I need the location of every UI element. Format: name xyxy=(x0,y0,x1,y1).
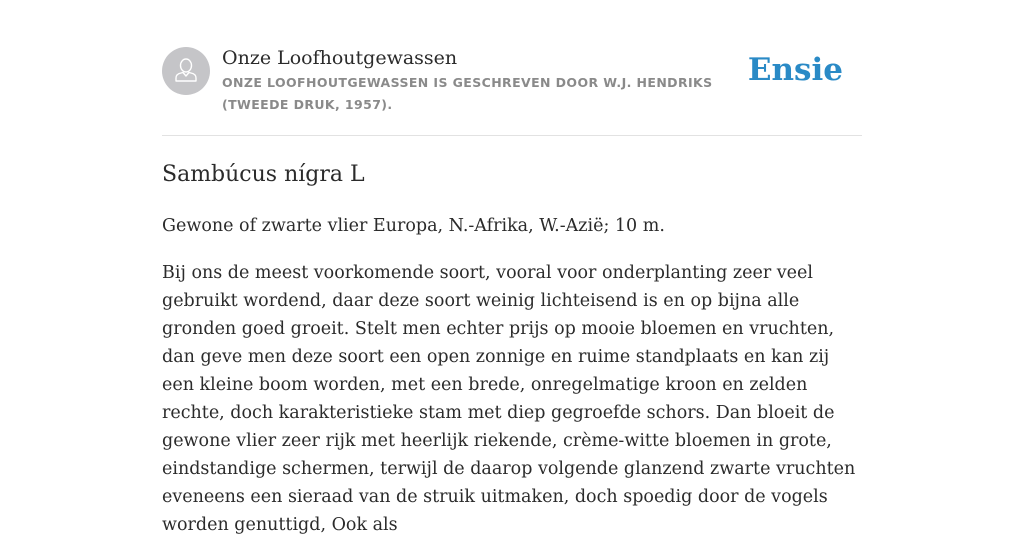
entry-paragraph: Bij ons de meest voorkomende soort, vooral voor onderplanting zeer veel gebruikt wordend, daar deze soort weinig lichteisend is en op bijna alle gronden goed groeit. Stelt men echter prijs op mooie bloemen en vruchten, dan geve men deze soort een open zonnige en ruime standplaats en kan zij een kleine boom worden, met een brede, onregelmatige kroon en zelden rechte, doch karakteristieke stam met diep gegroefde schors. Dan bloeit de gewone vlier zeer rijk met heerlijk riekende, crème-witte bloemen in grote, eindstandige schermen, terwijl de daarop volgende glanzend zwarte vruchten eveneens een sieraad van de struik uitmaken, doch spoedig door de vogels worden genuttigd, Ook als xyxy=(162,263,856,535)
entry-content xyxy=(162,158,862,539)
user-placeholder-icon xyxy=(162,47,210,95)
ensie-logo-link[interactable]: Ensie xyxy=(747,52,843,88)
entry-paragraph: Gewone of zwarte vlier Europa, N.-Afrika, W.-Azië; 10 m. xyxy=(162,216,665,236)
entry-title: Sambúcus nígra L xyxy=(162,162,365,187)
book-header xyxy=(162,40,862,136)
book-title[interactable]: Onze Loofhoutgewassen xyxy=(222,47,458,69)
book-subtitle: ONZE LOOFHOUTGEWASSEN IS GESCHREVEN DOOR W.J. HENDRIKS (TWEEDE DRUK, 1957). xyxy=(222,75,713,112)
